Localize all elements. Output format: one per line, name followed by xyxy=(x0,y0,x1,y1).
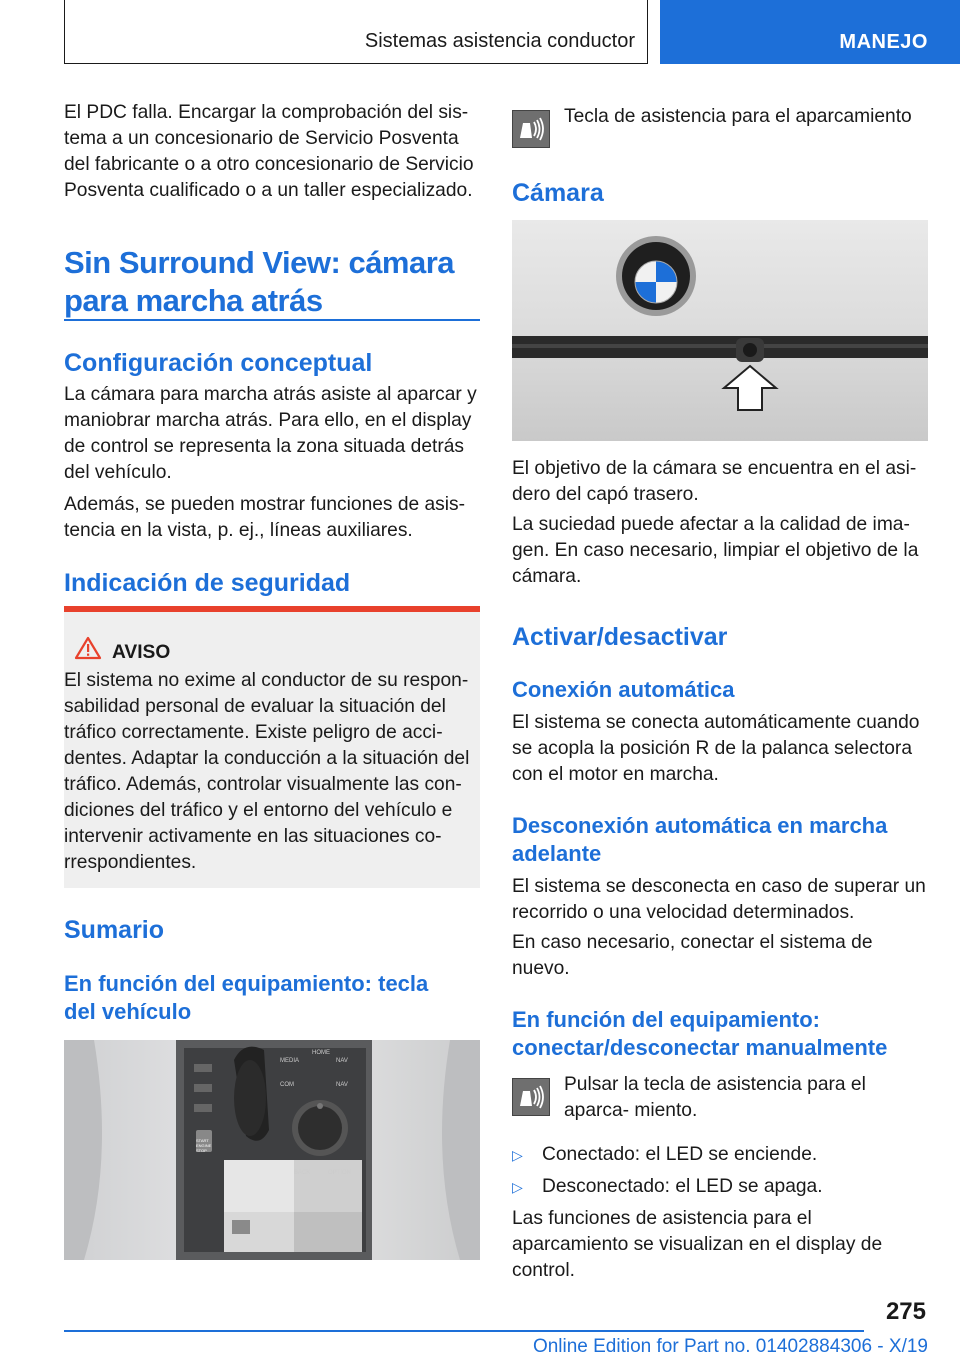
bullet-triangle-icon: ▷ xyxy=(512,1147,523,1163)
auto-on-paragraph: El sistema se conecta automáticamente cuando se acopla la posición R de la palanca selectora con el motor en marcha. xyxy=(512,712,920,785)
section-title xyxy=(64,244,484,320)
section-title-line2: para marcha atrás xyxy=(64,283,323,318)
equip-heading-line2: del vehículo xyxy=(64,999,192,1024)
closing-paragraph: Las funciones de asistencia para el aparcamiento se visualizan en el display de control. xyxy=(512,1208,883,1281)
console-label-nav2: NAV xyxy=(336,1082,348,1088)
auto-off-paragraph-1: El sistema se desconecta en caso de superar un recorrido o una velocidad determinados. xyxy=(512,876,926,923)
console-label-back: BACK xyxy=(294,1170,311,1176)
auto-off-heading-line1: Desconexión automática en marcha xyxy=(512,813,888,838)
warning-triangle-icon xyxy=(74,636,102,660)
camera-heading: Cámara xyxy=(512,179,604,207)
auto-off-heading xyxy=(512,812,932,868)
footer-edition: Online Edition for Part no. 01402884306 - X/19 xyxy=(532,1336,928,1357)
footer-rule xyxy=(64,1330,864,1332)
bullet-triangle-icon: ▷ xyxy=(512,1179,523,1195)
concept-paragraph-2: Además, se pueden mostrar funciones de asis- tencia en la vista, p. ej., líneas auxiliares. xyxy=(64,494,466,541)
section-title-line1: Sin Surround View: cámara xyxy=(64,245,455,280)
warning-body: El sistema no exime al conductor de su respon- sabilidad personal de evaluar la situación del tráfico correctamente. Existe peligro de acci- dentes. Adaptar la conducción a la situación del tráfico. Además, controlar visualmente las con- diciones del tráfico y el entorno del vehículo e intervenir activamente en las situaciones co- rrespondientes. xyxy=(64,670,470,873)
rear-camera-photo xyxy=(512,220,928,441)
onoff-heading: Activar/desactivar xyxy=(512,623,728,651)
warning-box xyxy=(64,606,480,888)
console-label-media: MEDIA xyxy=(280,1058,300,1064)
intro-paragraph: El PDC falla. Encargar la comprobación del sis- tema a un concesionario de Servicio Posventa del fabricante o a otro concesionario de Servicio Posventa cualificado o a un taller especializado. xyxy=(64,102,474,201)
page-number: 275 xyxy=(885,1298,926,1325)
header-section-title: Sistemas asistencia conductor xyxy=(364,30,635,52)
header-chapter-label: MANEJO xyxy=(839,31,928,53)
warning-title: AVISO xyxy=(112,642,171,663)
park-assist-button-caption: Tecla de asistencia para el aparcamiento xyxy=(564,106,912,127)
equip-heading xyxy=(64,970,480,1026)
console-label-nav: NAV xyxy=(336,1058,348,1064)
center-console-photo xyxy=(64,1040,480,1260)
console-label-com: COM xyxy=(280,1082,294,1088)
concept-paragraph-1: La cámara para marcha atrás asiste al aparcar y maniobrar marcha atrás. Para ello, en el display de control se representa la zona situada detrás del vehículo. xyxy=(64,384,477,483)
park-assist-button-icon xyxy=(512,110,550,148)
summary-heading: Sumario xyxy=(64,916,165,944)
bullet-off-text: Desconectado: el LED se apaga. xyxy=(542,1176,823,1197)
auto-off-heading-line2: adelante xyxy=(512,841,602,866)
bullet-off xyxy=(512,1174,928,1200)
auto-off-paragraph-2: En caso necesario, conectar el sistema de nuevo. xyxy=(512,932,873,979)
concept-heading: Configuración conceptual xyxy=(64,349,373,377)
header-chapter-tab[interactable] xyxy=(660,0,960,64)
manual-caption: Pulsar la tecla de asistencia para el aparca- miento. xyxy=(564,1074,866,1121)
manual-heading-line1: En función del equipamiento: xyxy=(512,1007,820,1032)
rear-camera-illustration xyxy=(512,220,928,441)
park-assist-glyph-icon-2 xyxy=(513,1079,549,1115)
park-assist-button-icon-2 xyxy=(512,1078,550,1116)
manual-heading xyxy=(512,1006,932,1062)
equip-heading-line1: En función del equipamiento: tecla xyxy=(64,971,429,996)
camera-paragraph-2: La suciedad puede afectar a la calidad de ima- gen. En caso necesario, limpiar el objetivo de la cámara. xyxy=(512,514,919,587)
console-label-home: HOME xyxy=(312,1050,330,1056)
park-assist-glyph-icon xyxy=(513,111,549,147)
manual-heading-line2: conectar/desconectar manualmente xyxy=(512,1035,888,1060)
title-rule xyxy=(64,319,480,321)
safety-heading: Indicación de seguridad xyxy=(64,569,351,597)
header-section-box xyxy=(64,0,648,64)
bullet-on-text: Conectado: el LED se enciende. xyxy=(542,1144,818,1165)
bullet-on xyxy=(512,1142,928,1168)
console-label-option: OPTION xyxy=(328,1170,352,1176)
center-console-illustration xyxy=(64,1040,480,1260)
auto-on-heading: Conexión automática xyxy=(512,677,735,702)
start-stop-button-label: START ENGINE STOP xyxy=(196,1138,212,1153)
camera-paragraph-1: El objetivo de la cámara se encuentra en el asi- dero del capó trasero. xyxy=(512,458,917,505)
